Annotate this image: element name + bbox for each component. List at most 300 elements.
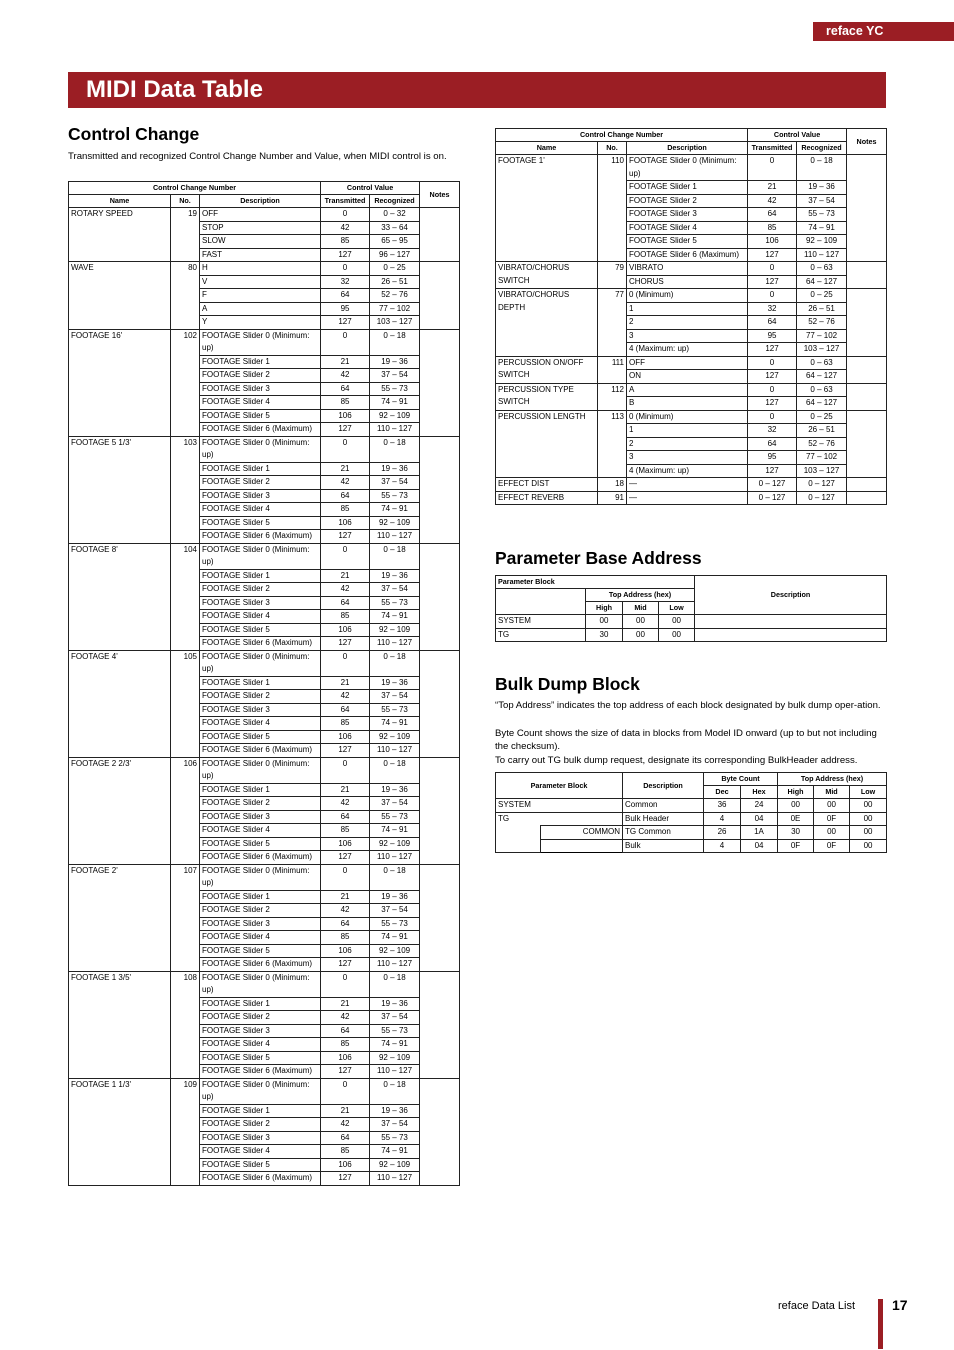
cc-recognized: 103 – 127 bbox=[797, 343, 847, 357]
block-name: TG bbox=[496, 628, 586, 642]
dec-value: 4 bbox=[704, 812, 741, 826]
cc-transmitted: 42 bbox=[321, 583, 370, 597]
col-high: High bbox=[778, 786, 814, 799]
col-rx: Recognized bbox=[370, 195, 420, 208]
cc-transmitted: 64 bbox=[321, 289, 370, 303]
col-group-ccn: Control Change Number bbox=[69, 182, 321, 195]
mid-value: 00 bbox=[623, 615, 659, 629]
cc-transmitted: 0 bbox=[748, 289, 797, 303]
cc-transmitted: 32 bbox=[748, 302, 797, 316]
cc-description: FOOTAGE Slider 4 bbox=[200, 1145, 321, 1159]
cc-recognized: 0 – 127 bbox=[797, 478, 847, 492]
cc-name: WAVE bbox=[69, 262, 171, 330]
sub-block-name bbox=[541, 839, 623, 853]
cc-transmitted: 127 bbox=[321, 958, 370, 972]
brand-tab: reface YC bbox=[813, 22, 954, 41]
cc-recognized: 74 – 91 bbox=[370, 503, 420, 517]
cc-recognized: 37 – 54 bbox=[370, 904, 420, 918]
cc-recognized: 19 – 36 bbox=[370, 569, 420, 583]
mid-value: 00 bbox=[623, 628, 659, 642]
cc-recognized: 103 – 127 bbox=[370, 316, 420, 330]
cc-recognized: 74 – 91 bbox=[370, 824, 420, 838]
cc-description: FAST bbox=[200, 248, 321, 262]
cc-description: FOOTAGE Slider 3 bbox=[200, 489, 321, 503]
cc-description: FOOTAGE Slider 0 (Minimum: up) bbox=[200, 436, 321, 462]
cc-recognized: 55 – 73 bbox=[370, 917, 420, 931]
cc-transmitted: 106 bbox=[321, 409, 370, 423]
cc-number: 105 bbox=[171, 650, 200, 757]
cc-transmitted: 0 bbox=[321, 543, 370, 569]
description: Bulk Header bbox=[623, 812, 704, 826]
cc-description: A bbox=[200, 302, 321, 316]
cc-transmitted: 106 bbox=[321, 730, 370, 744]
cc-recognized: 37 – 54 bbox=[370, 1118, 420, 1132]
cc-transmitted: 0 bbox=[748, 383, 797, 397]
control-change-intro: Transmitted and recognized Control Change Number and Value, when MIDI control is on. bbox=[68, 151, 447, 162]
cc-transmitted: 42 bbox=[321, 690, 370, 704]
cc-description: STOP bbox=[200, 221, 321, 235]
cc-description: OFF bbox=[200, 208, 321, 222]
mid-value: 00 bbox=[814, 799, 850, 813]
cc-transmitted: 21 bbox=[321, 462, 370, 476]
description: Common bbox=[623, 799, 704, 813]
cc-transmitted: 64 bbox=[321, 810, 370, 824]
cc-transmitted: 127 bbox=[321, 248, 370, 262]
cc-notes bbox=[847, 478, 887, 492]
cc-description: FOOTAGE Slider 4 bbox=[200, 1038, 321, 1052]
cc-recognized: 33 – 64 bbox=[370, 221, 420, 235]
cc-transmitted: 127 bbox=[748, 248, 797, 262]
cc-recognized: 103 – 127 bbox=[797, 464, 847, 478]
table-row bbox=[69, 329, 460, 355]
cc-recognized: 77 – 102 bbox=[797, 329, 847, 343]
cc-notes bbox=[420, 971, 460, 1078]
cc-transmitted: 64 bbox=[321, 917, 370, 931]
cc-transmitted: 21 bbox=[321, 890, 370, 904]
table-row bbox=[496, 289, 887, 303]
col-dec: Dec bbox=[704, 786, 741, 799]
cc-description: VIBRATO bbox=[627, 262, 748, 276]
cc-transmitted: 64 bbox=[321, 596, 370, 610]
high-value: 00 bbox=[778, 799, 814, 813]
cc-description: FOOTAGE Slider 5 bbox=[200, 1158, 321, 1172]
col-description: Description bbox=[695, 576, 887, 615]
cc-transmitted: 42 bbox=[321, 369, 370, 383]
cc-transmitted: 64 bbox=[321, 703, 370, 717]
cc-recognized: 19 – 36 bbox=[370, 676, 420, 690]
hex-value: 04 bbox=[741, 839, 778, 853]
cc-transmitted: 85 bbox=[321, 1038, 370, 1052]
table-row bbox=[496, 262, 887, 276]
cc-recognized: 19 – 36 bbox=[370, 462, 420, 476]
cc-transmitted: 21 bbox=[321, 676, 370, 690]
table-row bbox=[69, 436, 460, 462]
cc-description: F bbox=[200, 289, 321, 303]
cc-transmitted: 42 bbox=[321, 1011, 370, 1025]
page-title: MIDI Data Table bbox=[68, 72, 886, 108]
cc-recognized: 110 – 127 bbox=[370, 423, 420, 437]
cc-description: FOOTAGE Slider 6 (Maximum) bbox=[200, 530, 321, 544]
footer-label: reface Data List bbox=[778, 1300, 856, 1312]
footer-divider bbox=[878, 1299, 883, 1349]
cc-description: Y bbox=[200, 316, 321, 330]
cc-recognized: 74 – 91 bbox=[370, 1038, 420, 1052]
table-row bbox=[496, 839, 887, 853]
bulk-dump-text-2: Byte Count shows the size of data in blocks from Model ID onward (up to but not including the checksum). bbox=[495, 728, 877, 753]
cc-description: FOOTAGE Slider 5 bbox=[200, 1051, 321, 1065]
col-byte-count: Byte Count bbox=[704, 773, 778, 786]
mid-value: 00 bbox=[814, 826, 850, 840]
description: TG Common bbox=[623, 826, 704, 840]
cc-description: FOOTAGE Slider 6 (Maximum) bbox=[200, 1065, 321, 1079]
cc-name: FOOTAGE 2 2/3' bbox=[69, 757, 171, 864]
cc-transmitted: 85 bbox=[321, 396, 370, 410]
cc-transmitted: 42 bbox=[321, 797, 370, 811]
cc-description: H bbox=[200, 262, 321, 276]
cc-description: FOOTAGE Slider 2 bbox=[200, 1118, 321, 1132]
cc-recognized: 92 – 109 bbox=[370, 409, 420, 423]
col-desc: Description bbox=[200, 195, 321, 208]
table-row bbox=[69, 971, 460, 997]
dec-value: 4 bbox=[704, 839, 741, 853]
cc-recognized: 55 – 73 bbox=[370, 703, 420, 717]
cc-name: ROTARY SPEED bbox=[69, 208, 171, 262]
cc-transmitted: 0 bbox=[321, 1078, 370, 1104]
cc-number: 80 bbox=[171, 262, 200, 330]
cc-transmitted: 0 – 127 bbox=[748, 491, 797, 505]
cc-transmitted: 127 bbox=[321, 1065, 370, 1079]
cc-transmitted: 21 bbox=[321, 997, 370, 1011]
cc-transmitted: 42 bbox=[748, 194, 797, 208]
cc-transmitted: 85 bbox=[321, 717, 370, 731]
cc-notes bbox=[420, 262, 460, 330]
table-row bbox=[69, 208, 460, 222]
cc-transmitted: 21 bbox=[321, 569, 370, 583]
cc-recognized: 0 – 18 bbox=[370, 1078, 420, 1104]
cc-recognized: 110 – 127 bbox=[797, 248, 847, 262]
cc-notes bbox=[847, 289, 887, 357]
cc-recognized: 0 – 18 bbox=[370, 864, 420, 890]
table-row bbox=[69, 650, 460, 676]
cc-recognized: 52 – 76 bbox=[797, 437, 847, 451]
table-row bbox=[496, 615, 887, 629]
cc-recognized: 0 – 25 bbox=[797, 410, 847, 424]
high-value: 30 bbox=[586, 628, 623, 642]
control-change-table-left bbox=[68, 181, 460, 1186]
cc-name: FOOTAGE 4' bbox=[69, 650, 171, 757]
cc-transmitted: 85 bbox=[321, 1145, 370, 1159]
cc-description: FOOTAGE Slider 0 (Minimum: up) bbox=[200, 650, 321, 676]
cc-recognized: 37 – 54 bbox=[370, 369, 420, 383]
cc-description: B bbox=[627, 397, 748, 411]
cc-description: FOOTAGE Slider 3 bbox=[200, 703, 321, 717]
cc-recognized: 74 – 91 bbox=[370, 396, 420, 410]
cc-description: FOOTAGE Slider 1 bbox=[200, 1104, 321, 1118]
cc-recognized: 55 – 73 bbox=[370, 1024, 420, 1038]
low-value: 00 bbox=[659, 615, 695, 629]
cc-description: 3 bbox=[627, 329, 748, 343]
cc-description: 0 (Minimum) bbox=[627, 410, 748, 424]
cc-description: FOOTAGE Slider 1 bbox=[200, 997, 321, 1011]
cc-notes bbox=[847, 356, 887, 383]
description: Bulk bbox=[623, 839, 704, 853]
table-row bbox=[496, 383, 887, 397]
cc-name: FOOTAGE 16' bbox=[69, 329, 171, 436]
low-value: 00 bbox=[850, 826, 887, 840]
cc-description: FOOTAGE Slider 6 (Maximum) bbox=[200, 423, 321, 437]
cc-transmitted: 85 bbox=[321, 824, 370, 838]
cc-transmitted: 127 bbox=[321, 851, 370, 865]
cc-description: FOOTAGE Slider 0 (Minimum: up) bbox=[200, 971, 321, 997]
cc-notes bbox=[420, 650, 460, 757]
cc-recognized: 52 – 76 bbox=[797, 316, 847, 330]
cc-notes bbox=[847, 383, 887, 410]
cc-description: FOOTAGE Slider 4 bbox=[200, 610, 321, 624]
cc-recognized: 74 – 91 bbox=[370, 610, 420, 624]
table-row bbox=[496, 155, 887, 181]
table-row bbox=[496, 826, 887, 840]
cc-recognized: 0 – 18 bbox=[370, 436, 420, 462]
cc-transmitted: 85 bbox=[321, 610, 370, 624]
cc-description: FOOTAGE Slider 3 bbox=[200, 810, 321, 824]
cc-description: FOOTAGE Slider 6 (Maximum) bbox=[627, 248, 748, 262]
cc-recognized: 37 – 54 bbox=[370, 583, 420, 597]
table-row bbox=[496, 628, 887, 642]
cc-transmitted: 21 bbox=[321, 1104, 370, 1118]
cc-recognized: 0 – 18 bbox=[370, 757, 420, 783]
col-description: Description bbox=[623, 773, 704, 799]
col-no: No. bbox=[171, 195, 200, 208]
high-value: 0F bbox=[778, 839, 814, 853]
cc-number: 19 bbox=[171, 208, 200, 262]
cc-transmitted: 106 bbox=[321, 623, 370, 637]
cc-recognized: 0 – 18 bbox=[370, 329, 420, 355]
col-group-ccn: Control Change Number bbox=[496, 129, 748, 142]
cc-recognized: 37 – 54 bbox=[797, 194, 847, 208]
cc-description: OFF bbox=[627, 356, 748, 370]
cc-transmitted: 106 bbox=[321, 1158, 370, 1172]
cc-transmitted: 32 bbox=[321, 275, 370, 289]
low-value: 00 bbox=[850, 812, 887, 826]
cc-recognized: 0 – 18 bbox=[370, 971, 420, 997]
cc-description: FOOTAGE Slider 6 (Maximum) bbox=[200, 851, 321, 865]
cc-name: FOOTAGE 1 1/3' bbox=[69, 1078, 171, 1185]
hex-value: 1A bbox=[741, 826, 778, 840]
cc-description: FOOTAGE Slider 1 bbox=[200, 462, 321, 476]
bulk-dump-text-1: “Top Address” indicates the top address of each block designated by bulk dump oper-ation. bbox=[495, 700, 881, 711]
cc-number: 102 bbox=[171, 329, 200, 436]
cc-description: — bbox=[627, 478, 748, 492]
cc-transmitted: 42 bbox=[321, 1118, 370, 1132]
cc-description: FOOTAGE Slider 5 bbox=[200, 730, 321, 744]
cc-transmitted: 21 bbox=[748, 181, 797, 195]
cc-description: FOOTAGE Slider 0 (Minimum: up) bbox=[200, 543, 321, 569]
col-no: No. bbox=[598, 142, 627, 155]
cc-recognized: 0 – 127 bbox=[797, 491, 847, 505]
cc-name: VIBRATO/CHORUS DEPTH bbox=[496, 289, 598, 357]
cc-name: PERCUSSION LENGTH bbox=[496, 410, 598, 478]
cc-description: FOOTAGE Slider 2 bbox=[200, 1011, 321, 1025]
block-name: SYSTEM bbox=[496, 615, 586, 629]
cc-recognized: 64 – 127 bbox=[797, 397, 847, 411]
cc-transmitted: 0 bbox=[321, 329, 370, 355]
cc-recognized: 37 – 54 bbox=[370, 1011, 420, 1025]
cc-transmitted: 0 bbox=[321, 971, 370, 997]
cc-transmitted: 127 bbox=[321, 316, 370, 330]
control-change-table-right bbox=[495, 128, 887, 505]
cc-name: FOOTAGE 8' bbox=[69, 543, 171, 650]
cc-number: 109 bbox=[171, 1078, 200, 1185]
cc-number: 77 bbox=[598, 289, 627, 357]
cc-number: 111 bbox=[598, 356, 627, 383]
cc-recognized: 0 – 63 bbox=[797, 383, 847, 397]
cc-description: FOOTAGE Slider 0 (Minimum: up) bbox=[200, 864, 321, 890]
table-row bbox=[69, 543, 460, 569]
cc-transmitted: 42 bbox=[321, 221, 370, 235]
cc-description: FOOTAGE Slider 3 bbox=[200, 382, 321, 396]
cc-transmitted: 127 bbox=[321, 423, 370, 437]
cc-recognized: 26 – 51 bbox=[797, 424, 847, 438]
cc-recognized: 77 – 102 bbox=[797, 451, 847, 465]
cc-name: PERCUSSION TYPE SWITCH bbox=[496, 383, 598, 410]
cc-transmitted: 0 bbox=[321, 262, 370, 276]
cc-transmitted: 0 bbox=[748, 410, 797, 424]
cc-recognized: 110 – 127 bbox=[370, 530, 420, 544]
cc-recognized: 0 – 25 bbox=[797, 289, 847, 303]
bulk-dump-text-3: To carry out TG bulk dump request, designate its corresponding BulkHeader address. bbox=[495, 755, 858, 766]
cc-description: FOOTAGE Slider 2 bbox=[200, 476, 321, 490]
col-high: High bbox=[586, 602, 623, 615]
table-row bbox=[496, 491, 887, 505]
cc-recognized: 64 – 127 bbox=[797, 370, 847, 384]
cc-recognized: 110 – 127 bbox=[370, 1065, 420, 1079]
col-group-cv: Control Value bbox=[321, 182, 420, 195]
cc-description: ON bbox=[627, 370, 748, 384]
col-low: Low bbox=[659, 602, 695, 615]
cc-recognized: 37 – 54 bbox=[370, 797, 420, 811]
col-name: Name bbox=[69, 195, 171, 208]
sub-block-name: COMMON bbox=[541, 826, 623, 840]
cc-description: FOOTAGE Slider 1 bbox=[200, 355, 321, 369]
cc-number: 107 bbox=[171, 864, 200, 971]
cc-description: 0 (Minimum) bbox=[627, 289, 748, 303]
cc-recognized: 0 – 63 bbox=[797, 356, 847, 370]
col-tx: Transmitted bbox=[321, 195, 370, 208]
bulk-dump-block-table bbox=[495, 772, 887, 853]
block-name: TG bbox=[496, 812, 623, 826]
cc-transmitted: 95 bbox=[321, 302, 370, 316]
cc-transmitted: 85 bbox=[748, 221, 797, 235]
cc-recognized: 92 – 109 bbox=[370, 623, 420, 637]
cc-transmitted: 106 bbox=[321, 944, 370, 958]
cc-recognized: 19 – 36 bbox=[370, 783, 420, 797]
cc-name: FOOTAGE 5 1/3' bbox=[69, 436, 171, 543]
col-tx: Transmitted bbox=[748, 142, 797, 155]
table-row bbox=[69, 757, 460, 783]
cc-description: FOOTAGE Slider 6 (Maximum) bbox=[200, 1172, 321, 1186]
col-notes: Notes bbox=[847, 129, 887, 155]
cc-transmitted: 64 bbox=[321, 1131, 370, 1145]
cc-description: FOOTAGE Slider 5 bbox=[200, 623, 321, 637]
cc-transmitted: 0 bbox=[321, 436, 370, 462]
cc-transmitted: 106 bbox=[321, 1051, 370, 1065]
cc-description: FOOTAGE Slider 2 bbox=[200, 797, 321, 811]
cc-description: FOOTAGE Slider 0 (Minimum: up) bbox=[200, 1078, 321, 1104]
cc-number: 103 bbox=[171, 436, 200, 543]
cc-description: FOOTAGE Slider 5 bbox=[200, 516, 321, 530]
cc-recognized: 37 – 54 bbox=[370, 690, 420, 704]
cc-notes bbox=[847, 491, 887, 505]
cc-transmitted: 0 bbox=[748, 356, 797, 370]
cc-description: V bbox=[200, 275, 321, 289]
cc-name: PERCUSSION ON/OFF SWITCH bbox=[496, 356, 598, 383]
cc-recognized: 74 – 91 bbox=[370, 931, 420, 945]
cc-transmitted: 0 bbox=[321, 864, 370, 890]
cc-name: VIBRATO/CHORUS SWITCH bbox=[496, 262, 598, 289]
cc-name: FOOTAGE 1' bbox=[496, 155, 598, 262]
cc-description: FOOTAGE Slider 1 bbox=[200, 890, 321, 904]
bulk-dump-block-heading: Bulk Dump Block bbox=[495, 674, 640, 694]
cc-name: FOOTAGE 2' bbox=[69, 864, 171, 971]
cc-description: FOOTAGE Slider 3 bbox=[627, 208, 748, 222]
mid-value: 0F bbox=[814, 812, 850, 826]
cc-recognized: 55 – 73 bbox=[797, 208, 847, 222]
cc-number: 106 bbox=[171, 757, 200, 864]
cc-recognized: 110 – 127 bbox=[370, 1172, 420, 1186]
cc-description: FOOTAGE Slider 3 bbox=[200, 596, 321, 610]
cc-description: 4 (Maximum: up) bbox=[627, 464, 748, 478]
cc-description: FOOTAGE Slider 2 bbox=[200, 583, 321, 597]
cc-recognized: 19 – 36 bbox=[370, 890, 420, 904]
cc-transmitted: 0 – 127 bbox=[748, 478, 797, 492]
col-mid: Mid bbox=[623, 602, 659, 615]
parameter-base-address-table bbox=[495, 575, 887, 642]
cc-description: FOOTAGE Slider 2 bbox=[200, 904, 321, 918]
cc-description: FOOTAGE Slider 3 bbox=[200, 1024, 321, 1038]
cc-recognized: 55 – 73 bbox=[370, 596, 420, 610]
cc-transmitted: 0 bbox=[748, 262, 797, 276]
cc-description: FOOTAGE Slider 4 bbox=[627, 221, 748, 235]
cc-recognized: 110 – 127 bbox=[370, 744, 420, 758]
cc-recognized: 0 – 63 bbox=[797, 262, 847, 276]
cc-transmitted: 95 bbox=[748, 329, 797, 343]
cc-transmitted: 42 bbox=[321, 904, 370, 918]
cc-transmitted: 64 bbox=[321, 489, 370, 503]
cc-transmitted: 95 bbox=[748, 451, 797, 465]
cc-transmitted: 106 bbox=[321, 837, 370, 851]
control-change-heading: Control Change bbox=[68, 124, 200, 144]
description bbox=[695, 628, 887, 642]
cc-number: 113 bbox=[598, 410, 627, 478]
cc-description: FOOTAGE Slider 1 bbox=[200, 783, 321, 797]
cc-description: 2 bbox=[627, 437, 748, 451]
table-row bbox=[69, 262, 460, 276]
cc-transmitted: 0 bbox=[321, 208, 370, 222]
page-number: 17 bbox=[892, 1297, 908, 1313]
cc-transmitted: 21 bbox=[321, 783, 370, 797]
cc-description: FOOTAGE Slider 3 bbox=[200, 1131, 321, 1145]
cc-recognized: 92 – 109 bbox=[370, 730, 420, 744]
cc-recognized: 96 – 127 bbox=[370, 248, 420, 262]
cc-recognized: 19 – 36 bbox=[370, 355, 420, 369]
cc-description: FOOTAGE Slider 0 (Minimum: up) bbox=[627, 155, 748, 181]
cc-recognized: 55 – 73 bbox=[370, 489, 420, 503]
col-rx: Recognized bbox=[797, 142, 847, 155]
cc-description: FOOTAGE Slider 6 (Maximum) bbox=[200, 958, 321, 972]
cc-description: FOOTAGE Slider 3 bbox=[200, 917, 321, 931]
cc-recognized: 92 – 109 bbox=[370, 944, 420, 958]
cc-number: 110 bbox=[598, 155, 627, 262]
